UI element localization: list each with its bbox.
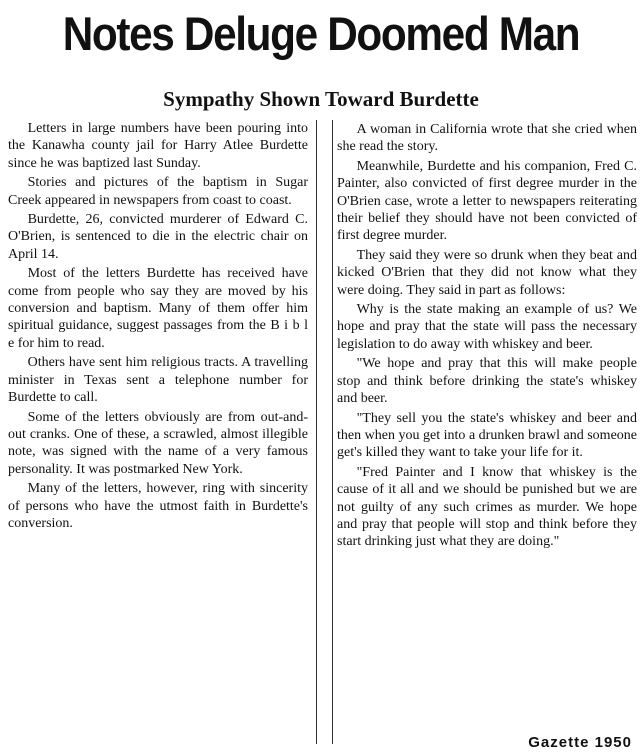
paragraph: Letters in large numbers have been pouring into the Kanawha county jail for Harry Atlee Burdette since he was baptized last Sunday.: [8, 121, 308, 171]
paragraph: Meanwhile, Burdette and his companion, Fred C. Painter, also convicted of first degree murder in the O'Brien case, wrote a letter to newspapers reiterating their belief they should have not been convicted of first degree murder.: [337, 158, 637, 244]
paragraph: Most of the letters Burdette has received have come from people who say they are moved by his conversion and baptism. Many of them offer him spiritual guidance, suggest passages from the B i b l e for him to read.: [8, 266, 308, 351]
paragraph: They said they were so drunk when they beat and kicked O'Brien that they did not know what they were doing. They said in part as follows:: [337, 247, 637, 298]
paragraph: "They sell you the state's whiskey and beer and then when you get into a drunken brawl and someone get's killed they want to take your life for it.: [337, 410, 637, 461]
paragraph: Stories and pictures of the baptism in Sugar Creek appeared in newspapers from coast to coast.: [8, 175, 308, 208]
paragraph: A woman in California wrote that she cried when she read the story.: [337, 122, 637, 155]
headline: Notes Deluge Doomed Man: [62, 7, 580, 60]
paragraph: "We hope and pray that this will make people stop and think before drinking the state's whiskey and beer.: [337, 356, 637, 407]
article-column-right: [332, 120, 637, 744]
paragraph: Many of the letters, however, ring with sincerity of persons who have the utmost faith in Burdette's conversion.: [8, 481, 308, 531]
article-column-left: [8, 120, 317, 744]
source-credit: Gazette 1950: [522, 734, 632, 751]
paragraph: Some of the letters obviously are from out-and-out cranks. One of these, a scrawled, almost illegible note, was signed with the name of a very famous personality. It was postmarked New York.: [8, 409, 308, 477]
subheadline: Sympathy Shown Toward Burdette: [163, 87, 479, 111]
paragraph: "Fred Painter and I know that whiskey is the cause of it all and we should be punished but we are not guilty of any such crimes as murder. We hope and pray that people will stop and think before they start drinking just what they are doing.": [337, 464, 637, 550]
paragraph: Why is the state making an example of us? We hope and pray that the state will pass the necessary legislation to do away with whiskey and beer.: [337, 302, 637, 352]
paragraph: Burdette, 26, convicted murderer of Edward C. O'Brien, is sentenced to die in the electric chair on April 14.: [8, 212, 308, 262]
paragraph: Others have sent him religious tracts. A travelling minister in Texas sent a telephone number for Burdette to call.: [8, 355, 308, 406]
